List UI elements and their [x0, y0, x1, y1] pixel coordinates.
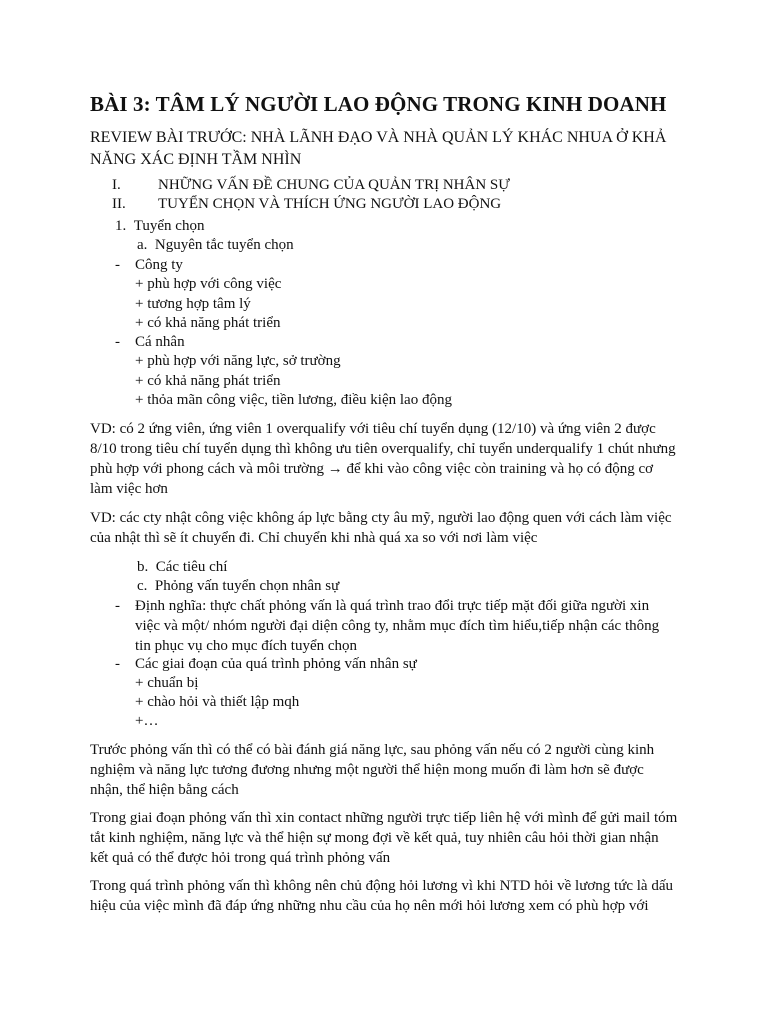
- section-title: NHỮNG VẤN ĐỀ CHUNG CỦA QUẢN TRỊ NHÂN SỰ: [158, 177, 510, 193]
- list-item: Các giai đoạn của quá trình phỏng vấn nhân sự: [135, 656, 417, 672]
- body-paragraph: Trong giai đoạn phỏng vấn thì xin contact những người trực tiếp liên hệ với mình để gửi mail tóm tắt kinh nghiệm, năng lực và thể hiện sự mong đợi về kết quả, tuy nhiên câu hỏi thời gian nhận kết quả có thể được hỏi trong quá trình phỏng vấn: [90, 810, 678, 866]
- list-item: a. Nguyên tắc tuyển chọn: [137, 237, 294, 253]
- section-number: II.: [112, 196, 126, 212]
- list-item: + chuẩn bị: [135, 675, 199, 691]
- example-paragraph: VD: các cty nhật công việc không áp lực bằng cty âu mỹ, người lao động quen với cách làm việc của nhật thì sẽ ít chuyển đi. Chỉ chuyển khi nhà quá xa so với nơi làm việc: [90, 510, 672, 546]
- dash-bullet: -: [115, 598, 120, 614]
- list-item: b. Các tiêu chí: [137, 559, 228, 575]
- section-number: I.: [112, 177, 121, 193]
- list-item: +…: [135, 713, 159, 729]
- review-heading: REVIEW BÀI TRƯỚC: NHÀ LÃNH ĐẠO VÀ NHÀ QUẢN LÝ KHÁC NHUA Ở KHẢ NĂNG XÁC ĐỊNH TẦM NHÌN: [90, 129, 667, 168]
- list-item: + tương hợp tâm lý: [135, 296, 251, 312]
- list-item: + chào hỏi và thiết lập mqh: [135, 694, 300, 710]
- section-title: TUYỂN CHỌN VÀ THÍCH ỨNG NGƯỜI LAO ĐỘNG: [158, 196, 502, 212]
- list-item: + phù hợp với năng lực, sở trường: [135, 353, 341, 369]
- dash-bullet: -: [115, 656, 120, 672]
- list-item: Cá nhân: [135, 334, 185, 350]
- definition-paragraph: Định nghĩa: thực chất phỏng vấn là quá trình trao đổi trực tiếp mặt đối giữa người xin việc và một/ nhóm người đại diện công ty, nhằm mục đích tìm hiểu,tiếp nhận các thông tin phục vụ cho mục đích tuyển chọn: [135, 598, 660, 654]
- body-paragraph: Trong quá trình phỏng vấn thì không nên chủ động hỏi lương vì khi NTD hỏi về lương tức là dấu hiệu của việc mình đã đáp ứng những nhu cầu của họ nên mới hỏi lương xem có phù hợp với: [90, 878, 673, 914]
- section-heading-2: [112, 196, 501, 213]
- list-item: Công ty: [135, 257, 183, 273]
- document-title: BÀI 3: TÂM LÝ NGƯỜI LAO ĐỘNG TRONG KINH DOANH: [90, 92, 667, 116]
- list-item: + phù hợp với công việc: [135, 276, 282, 292]
- section-heading-1: [112, 177, 510, 194]
- dash-bullet: -: [115, 257, 120, 273]
- example-paragraph: VD: có 2 ứng viên, ứng viên 1 overqualify với tiêu chí tuyển dụng (12/10) và ứng viên 2 được 8/10 trong tiêu chí tuyển dụng thì không ưu tiên overqualify, chỉ tuyển underqualify 1 chút nhưng phù hợp với phong cách và môi trường → để khi vào công việc còn training và họ có động cơ làm việc hơn: [90, 421, 676, 497]
- list-item: 1. Tuyển chọn: [115, 218, 205, 234]
- list-item: + có khả năng phát triển: [135, 373, 281, 389]
- body-paragraph: Trước phỏng vấn thì có thể có bài đánh giá năng lực, sau phỏng vấn nếu có 2 người cùng kinh nghiệm và năng lực tương đương nhưng một người thể hiện mong muốn đi làm hơn sẽ được nhận, thể hiện bằng cách: [90, 742, 655, 798]
- dash-bullet: -: [115, 334, 120, 350]
- list-item: + thỏa mãn công việc, tiền lương, điều kiện lao động: [135, 392, 452, 408]
- list-item: + có khả năng phát triển: [135, 315, 281, 331]
- list-item: c. Phỏng vấn tuyển chọn nhân sự: [137, 578, 340, 594]
